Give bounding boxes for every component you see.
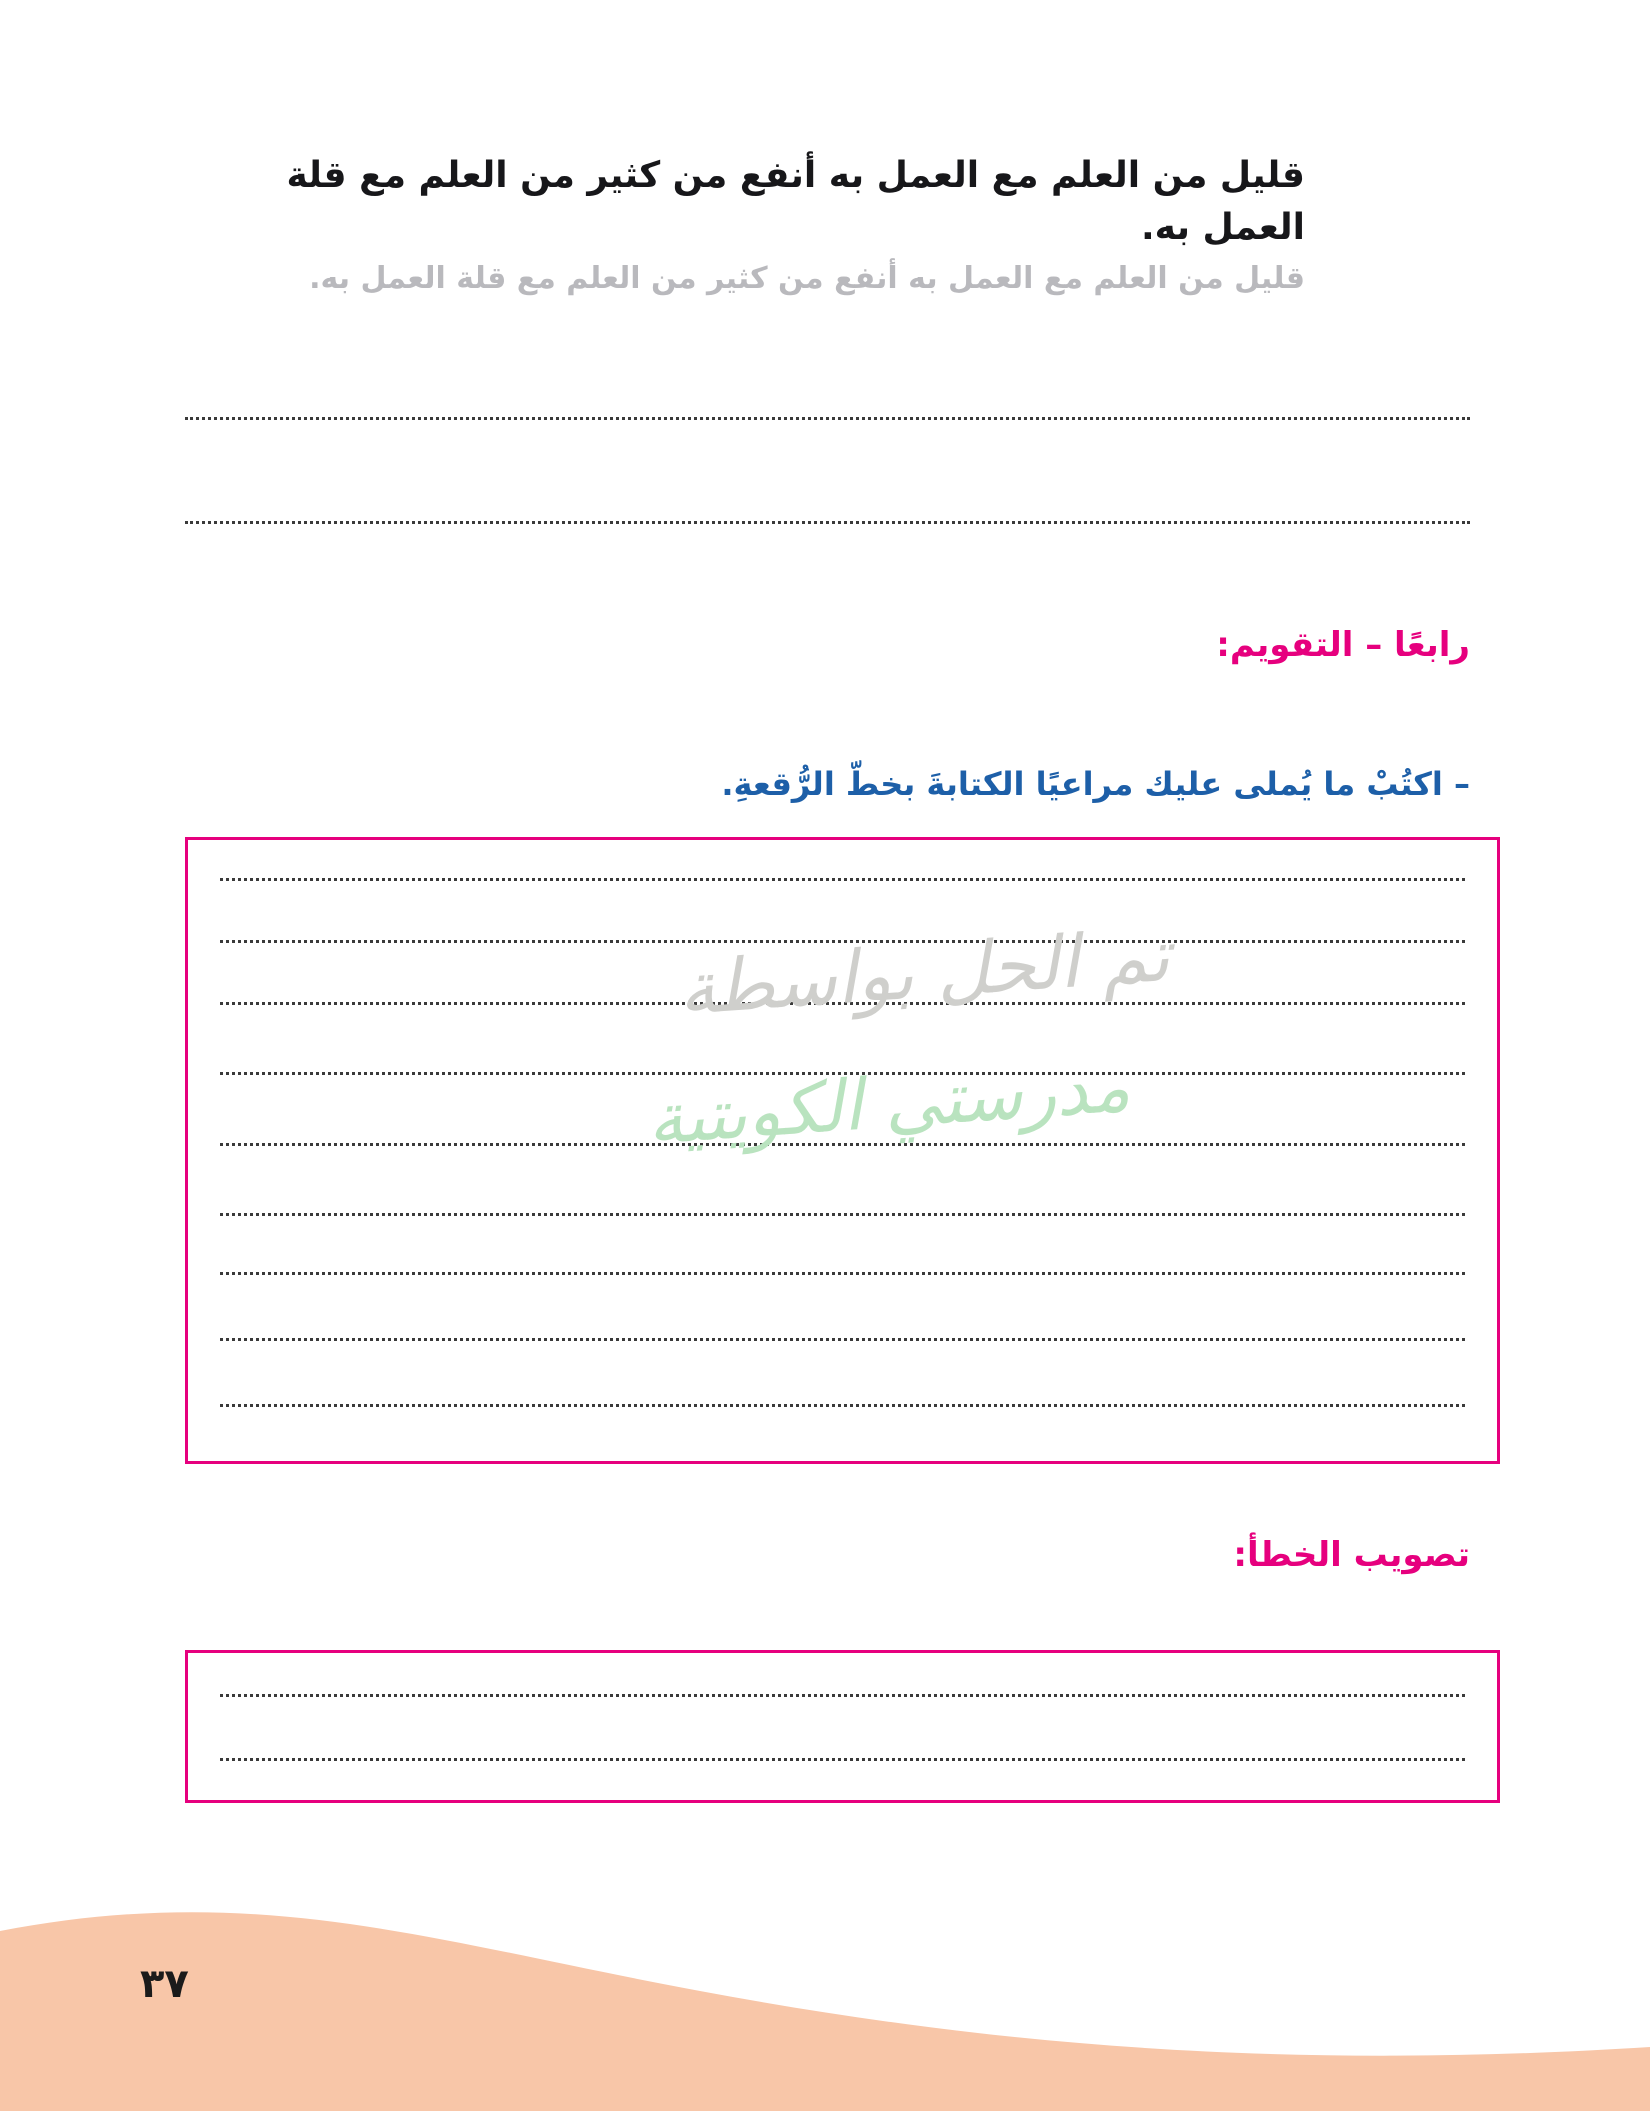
model-sentence-dark: قليل من العلم مع العمل به أنفع من كثير من العلم مع قلة العمل به. [286, 155, 1305, 249]
dictation-line-1[interactable] [220, 878, 1465, 881]
dictation-line-2[interactable] [220, 940, 1465, 943]
dictation-line-6[interactable] [220, 1213, 1465, 1216]
watermark-line-2: مدرستي الكويتية [644, 1045, 1133, 1161]
dictation-line-9[interactable] [220, 1404, 1465, 1407]
correction-line-2[interactable] [220, 1758, 1465, 1761]
dictation-instruction: – اكتُبْ ما يُملى عليك مراعيًا الكتابةَ بخطّ الرُّقعةِ. [721, 765, 1470, 803]
dictation-answer-box[interactable] [185, 837, 1500, 1464]
footer-wave-decoration [0, 1871, 1650, 2111]
dictation-line-3[interactable] [220, 1002, 1465, 1005]
watermark-line-1: تم الحل بواسطة [675, 912, 1173, 1032]
evaluation-heading: رابعًا – التقويم: [1216, 625, 1470, 665]
practice-line-top-1[interactable] [185, 417, 1470, 420]
dictation-line-7[interactable] [220, 1272, 1465, 1275]
correction-heading: تصويب الخطأ: [1233, 1535, 1470, 1575]
correction-answer-box[interactable] [185, 1650, 1500, 1803]
dictation-line-8[interactable] [220, 1338, 1465, 1341]
practice-line-top-2[interactable] [185, 521, 1470, 524]
page-number: ٣٧ [140, 1961, 189, 2007]
model-sentence-trace: قليل من العلم مع العمل به أنفع من كثير من العلم مع قلة العمل به. [309, 261, 1305, 296]
correction-line-1[interactable] [220, 1694, 1465, 1697]
dictation-line-4[interactable] [220, 1072, 1465, 1075]
dictation-line-5[interactable] [220, 1143, 1465, 1146]
